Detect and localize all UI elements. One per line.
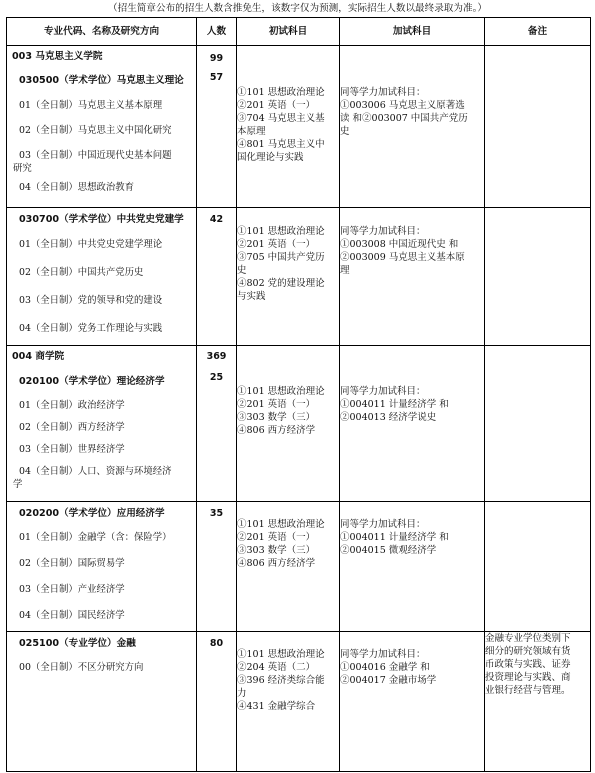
enrollment-note: （招生简章公布的招生人数含推免生，该数字仅为预测，实际招生人数以最终录取为准。） (108, 3, 487, 14)
department-name: 004 商学院 (12, 351, 65, 362)
extra-exam-line: ①003008 中国近现代史 和 (340, 239, 459, 250)
count-cell (197, 208, 237, 346)
exam-subject: 国化理论与实践 (237, 152, 304, 163)
extra-exam-cell (340, 208, 485, 346)
exam-subject: ①101 思想政治理论 (237, 519, 325, 530)
exam-subject: 力 (237, 688, 247, 699)
extra-exam-line: 读 和②003007 中国共产党历 (340, 113, 468, 124)
extra-exam-line: ②004013 经济学说史 (340, 412, 437, 423)
exam-subject: ①101 思想政治理论 (237, 649, 325, 660)
exam-subject: ④431 金融学综合 (237, 701, 316, 712)
exam-cell (237, 502, 340, 632)
count-cell (197, 632, 237, 772)
remark-cell (485, 632, 591, 772)
exam-subject: ②204 英语（二） (237, 662, 316, 673)
major-name: 020100（学术学位）理论经济学 (19, 376, 165, 387)
major-count: 25 (209, 372, 224, 383)
exam-subject: ③705 中国共产党历 (237, 252, 325, 263)
exam-subject: 史 (237, 265, 247, 276)
exam-subject: ③704 马克思主义基 (237, 113, 325, 124)
admissions-table (6, 17, 591, 772)
direction-item: 04（全日制）人口、资源与环境经济 (19, 466, 172, 477)
exam-subject: 本原理 (237, 126, 266, 137)
extra-exam-cell (340, 346, 485, 502)
table-row (7, 632, 591, 772)
direction-item: 03（全日制）世界经济学 (19, 444, 125, 455)
major-cell (7, 46, 197, 208)
extra-exam-line: ①004011 计量经济学 和 (340, 399, 449, 410)
header-major: 专业代码、名称及研究方向 (7, 18, 197, 46)
direction-item: 00（全日制）不区分研究方向 (19, 662, 144, 673)
exam-subject: ④806 西方经济学 (237, 425, 316, 436)
table-row (7, 346, 591, 502)
exam-subject: ①101 思想政治理论 (237, 87, 325, 98)
remark-line: 细分的研究领域有货 (485, 646, 571, 657)
direction-item: 03（全日制）产业经济学 (19, 584, 125, 595)
major-name: 025100（专业学位）金融 (19, 638, 136, 649)
major-count: 35 (209, 508, 224, 519)
exam-subject: ④806 西方经济学 (237, 558, 316, 569)
extra-exam-line: 同等学力加试科目： (340, 519, 426, 530)
header-row (7, 18, 591, 46)
exam-subject: ②201 英语（一） (237, 239, 316, 250)
exam-subject: ①101 思想政治理论 (237, 226, 325, 237)
exam-cell (237, 632, 340, 772)
exam-cell (237, 208, 340, 346)
major-name: 030700（学术学位）中共党史党建学 (19, 214, 184, 225)
extra-exam-cell (340, 502, 485, 632)
header-remark: 备注 (485, 18, 591, 46)
exam-subject: ①101 思想政治理论 (237, 386, 325, 397)
major-count: 80 (209, 638, 224, 649)
major-cell (7, 208, 197, 346)
department-name: 003 马克思主义学院 (12, 51, 103, 62)
direction-item: 04（全日制）国民经济学 (19, 610, 125, 621)
extra-exam-line: 同等学力加试科目： (340, 386, 426, 397)
direction-item: 04（全日制）思想政治教育 (19, 182, 135, 193)
major-count: 42 (209, 214, 224, 225)
direction-item-continued: 研究 (13, 163, 32, 174)
extra-exam-line: 同等学力加试科目： (340, 226, 426, 237)
major-name: 030500（学术学位）马克思主义理论 (19, 75, 184, 86)
exam-cell (237, 346, 340, 502)
direction-item: 02（全日制）国际贸易学 (19, 558, 125, 569)
remark-line: 金融专业学位类别下 (485, 633, 571, 644)
major-cell (7, 502, 197, 632)
count-cell (197, 346, 237, 502)
exam-subject: ③303 数学（三） (237, 412, 316, 423)
remark-cell (485, 46, 591, 208)
exam-subject: ③396 经济类综合能 (237, 675, 325, 686)
department-count: 369 (206, 351, 227, 362)
major-cell (7, 632, 197, 772)
table-row (7, 208, 591, 346)
extra-exam-line: ②004015 微观经济学 (340, 545, 437, 556)
remark-cell (485, 208, 591, 346)
extra-exam-line: 理 (340, 265, 350, 276)
extra-exam-line: ②004017 金融市场学 (340, 675, 437, 686)
exam-subject: ③303 数学（三） (237, 545, 316, 556)
extra-exam-cell (340, 632, 485, 772)
direction-item: 01（全日制）马克思主义基本原理 (19, 100, 163, 111)
table-row (7, 46, 591, 208)
direction-item: 03（全日制）中国近现代史基本问题 (19, 150, 172, 161)
direction-item: 02（全日制）中国共产党历史 (19, 267, 144, 278)
extra-exam-line: ①004016 金融学 和 (340, 662, 430, 673)
extra-exam-line: ①004011 计量经济学 和 (340, 532, 449, 543)
department-count: 99 (209, 53, 224, 64)
exam-subject: ④801 马克思主义中 (237, 139, 325, 150)
extra-exam-line: ①003006 马克思主义原著选 (340, 100, 465, 111)
direction-item: 01（全日制）政治经济学 (19, 400, 125, 411)
header-count: 人数 (197, 18, 237, 46)
exam-cell (237, 46, 340, 208)
direction-item: 01（全日制）中共党史党建学理论 (19, 239, 163, 250)
exam-subject: ②201 英语（一） (237, 399, 316, 410)
count-cell (197, 502, 237, 632)
major-name: 020200（学术学位）应用经济学 (19, 508, 165, 519)
extra-exam-cell (340, 46, 485, 208)
remark-line: 投资理论与实践、商 (485, 672, 571, 683)
direction-item: 01（全日制）金融学（含：保险学） (19, 532, 172, 543)
major-cell (7, 346, 197, 502)
remark-line: 币政策与实践、证券 (485, 659, 571, 670)
remark-line: 业银行经营与管理。 (485, 685, 571, 696)
header-exam: 初试科目 (237, 18, 340, 46)
header-extra: 加试科目 (340, 18, 485, 46)
major-count: 57 (209, 72, 224, 83)
extra-exam-line: ②003009 马克思主义基本原 (340, 252, 465, 263)
exam-subject: 与实践 (237, 291, 266, 302)
remark-cell (485, 502, 591, 632)
remark-cell (485, 346, 591, 502)
exam-subject: ④802 党的建设理论 (237, 278, 325, 289)
extra-exam-line: 同等学力加试科目： (340, 649, 426, 660)
extra-exam-line: 史 (340, 126, 350, 137)
exam-subject: ②201 英语（一） (237, 100, 316, 111)
exam-subject: ②201 英语（一） (237, 532, 316, 543)
direction-item: 04（全日制）党务工作理论与实践 (19, 323, 163, 334)
direction-item: 03（全日制）党的领导和党的建设 (19, 295, 163, 306)
extra-exam-line: 同等学力加试科目： (340, 87, 426, 98)
direction-item: 02（全日制）马克思主义中国化研究 (19, 125, 172, 136)
direction-item: 02（全日制）西方经济学 (19, 422, 125, 433)
count-cell (197, 46, 237, 208)
direction-item-continued: 学 (13, 479, 23, 490)
table-row (7, 502, 591, 632)
